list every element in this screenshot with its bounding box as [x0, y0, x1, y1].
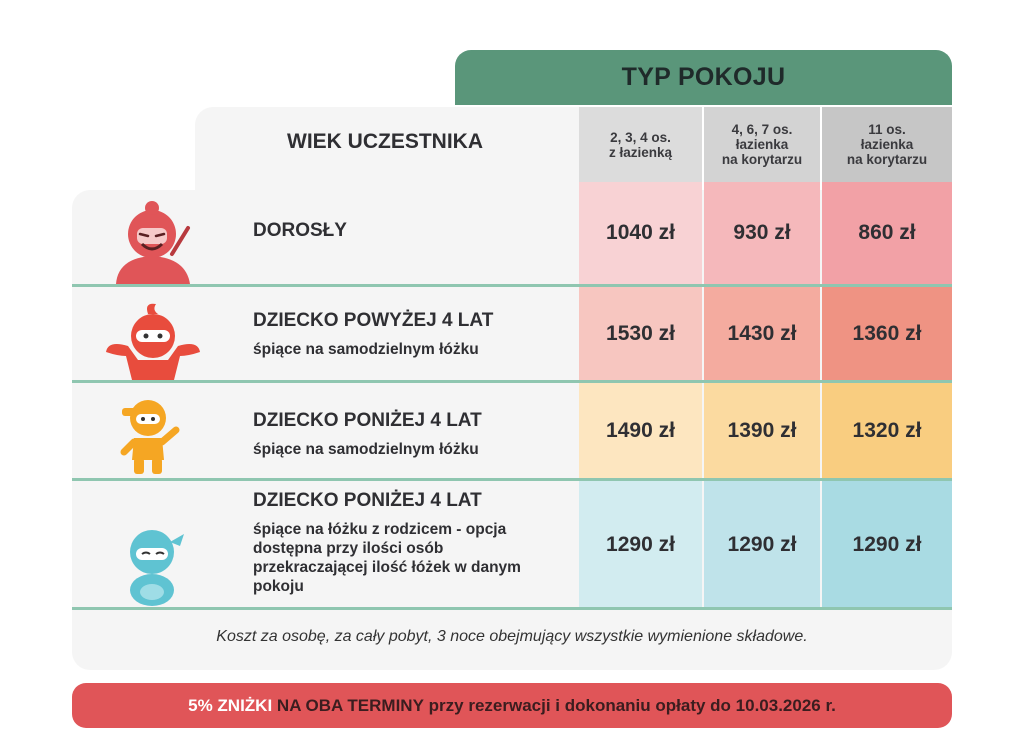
column-header-line: łazienka [735, 137, 789, 152]
row-title: DZIECKO PONIŻEJ 4 LAT [253, 490, 482, 511]
column-header-3 [822, 107, 952, 182]
price-cell: 930 zł [704, 182, 820, 284]
column-header-line: 2, 3, 4 os. [610, 129, 671, 145]
price-cell: 1490 zł [579, 383, 702, 478]
row-divider [72, 284, 952, 287]
row-title: DOROSŁY [253, 220, 347, 241]
column-header-line: z łazienką [608, 144, 673, 160]
price-cell: 1530 zł [579, 287, 702, 380]
row-label-child-over-4 [253, 310, 573, 359]
column-header-line: na korytarzu [721, 152, 803, 167]
price-cell: 1290 zł [579, 481, 702, 608]
row-label-child-under-4-own-bed [253, 410, 573, 459]
row-title: DZIECKO PONIŻEJ 4 LAT [253, 410, 482, 431]
row-divider [72, 380, 952, 383]
price-cell: 1320 zł [822, 383, 952, 478]
discount-condition: przy rezerwacji i dokonaniu opłaty do 10.03.2026 r. [423, 695, 836, 715]
discount-banner [72, 683, 952, 728]
price-cell: 1290 zł [704, 481, 820, 608]
column-header-line: 4, 6, 7 os. [731, 122, 793, 137]
yellow-ninja-icon [118, 396, 188, 476]
price-cell: 1360 zł [822, 287, 952, 380]
column-header-2 [704, 107, 820, 182]
column-header-line: łazienka [860, 137, 914, 152]
room-type-header [455, 50, 952, 105]
column-header-line: na korytarzu [846, 152, 928, 167]
age-column-header: WIEK UCZESTNIKA [287, 130, 483, 153]
row-subtitle: śpiące na samodzielnym łóżku [253, 341, 479, 358]
row-divider [72, 478, 952, 481]
row-subtitle: śpiące na łóżku z rodzicem - opcja dostępna przy ilości osób przekraczającej ilość łóżek w danym pokoju [253, 521, 521, 595]
room-type-title: TYP POKOJU [621, 63, 786, 91]
price-note: Koszt za osobę, za cały pobyt, 3 noce obejmujący wszystkie wymienione składowe. [216, 628, 808, 645]
price-cell: 1290 zł [822, 481, 952, 608]
row-title: DZIECKO POWYŻEJ 4 LAT [253, 310, 494, 331]
price-cell: 1390 zł [704, 383, 820, 478]
adult-ninja-icon [112, 200, 194, 284]
discount-percent: 5% ZNIŻKI [188, 695, 273, 715]
discount-scope: NA OBA TERMINY [272, 695, 424, 715]
row-divider [72, 607, 952, 610]
column-header-1 [579, 107, 702, 182]
row-label-adult [253, 220, 573, 242]
price-cell: 860 zł [822, 182, 952, 284]
blue-ninja-icon [120, 524, 190, 608]
row-label-child-under-4-shared-bed [253, 490, 573, 596]
column-header-line: 11 os. [868, 122, 906, 137]
price-cell: 1040 zł [579, 182, 702, 284]
price-cell: 1430 zł [704, 287, 820, 380]
row-subtitle: śpiące na samodzielnym łóżku [253, 441, 479, 458]
red-ninja-icon [98, 300, 208, 380]
